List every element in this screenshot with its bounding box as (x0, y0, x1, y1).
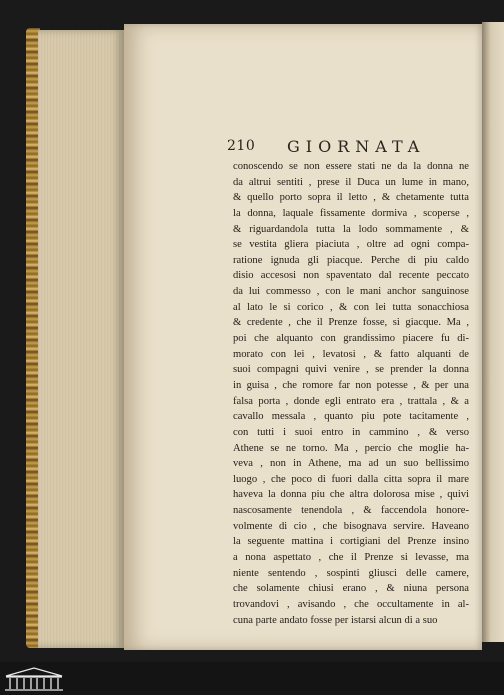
text-line: niente sentendo , sospinti gliusci delle camere, (233, 567, 469, 579)
text-line: veva , non in Athene, ma ad un suo bellissimo (233, 458, 469, 470)
text-line: a nona aspettato , che il Prenze si levasse, ma (233, 552, 469, 564)
footer-bar (0, 662, 504, 695)
text-line: & credente , che il Prenze fosse, si giacque. Ma , (233, 317, 469, 329)
text-line: suoi compagni quivi venire , se prender la donna (233, 364, 469, 376)
text-line: morato con lei , levatosi , & fatto alquanti de (233, 348, 469, 360)
text-line: & riguardandola tutta la lodo sommamente , & (233, 223, 469, 235)
text-line: conoscendo se non essere stati ne da la donna ne (233, 161, 469, 172)
library-building-icon (4, 666, 64, 692)
text-line: ratione ignuda gli piacque. Perche di piu caldo (233, 254, 469, 266)
text-line: che solamente chiusi erano , & niuna persona (233, 583, 469, 595)
text-line: volmente di cio , che bisognava servire. Haveano (233, 520, 469, 532)
text-line: trovandovi , avisando , che occultamente in al- (233, 598, 469, 610)
text-line: cavallo messala , quanto piu pote tacitamente , (233, 411, 469, 423)
text-line: Athene se ne torno. Ma , percio che moglie ha- (233, 442, 469, 454)
text-line: la donna, laquale fissamente dormiva , scoperse , (233, 207, 469, 219)
text-line: luogo , che poco di fuori dalla citta sopra il mare (233, 473, 469, 485)
text-line: disio accesosi non spaventato dal recente peccato (233, 270, 469, 282)
text-line: con tutti i suoi entro in cammino , & verso (233, 426, 469, 438)
facing-page-edge (482, 22, 504, 642)
text-line: falsa porta , donde egli entrato era , trattala , & a (233, 395, 469, 407)
text-line: se vestita gliera piaciuta , oltre ad ogni compa- (233, 239, 469, 251)
text-line: & quello porto sopra il letto , & chetamente tutta (233, 192, 469, 204)
text-line: cuna parte andato fosse per istarsi alcun di a suo (233, 614, 438, 626)
running-title: GIORNATA (287, 137, 426, 156)
page-body-text (233, 159, 469, 628)
page-number: 210 (227, 138, 256, 154)
page-edges (38, 30, 124, 648)
text-line: nascosamente tenendola , & faccendola honore- (233, 505, 469, 517)
text-line: la seguente mattina i cortigiani del Prenze insino (233, 536, 469, 548)
text-line: haveva la donna piu che altra dolorosa mise , quivi (233, 489, 469, 501)
text-line: da altrui sentiti , prese il Duca un lume in mano, (233, 176, 469, 188)
text-line: poi che alquanto con grandissimo piacere fu di- (233, 333, 469, 345)
book-page (124, 24, 482, 650)
text-line: da lui commesso , con le mani anchor sanguinose (233, 286, 469, 298)
text-line: al lato le si corico , & con lei tutta sonacchiosa (233, 301, 469, 313)
text-line: in guisa , che romore far non potesse , & per una (233, 379, 469, 391)
